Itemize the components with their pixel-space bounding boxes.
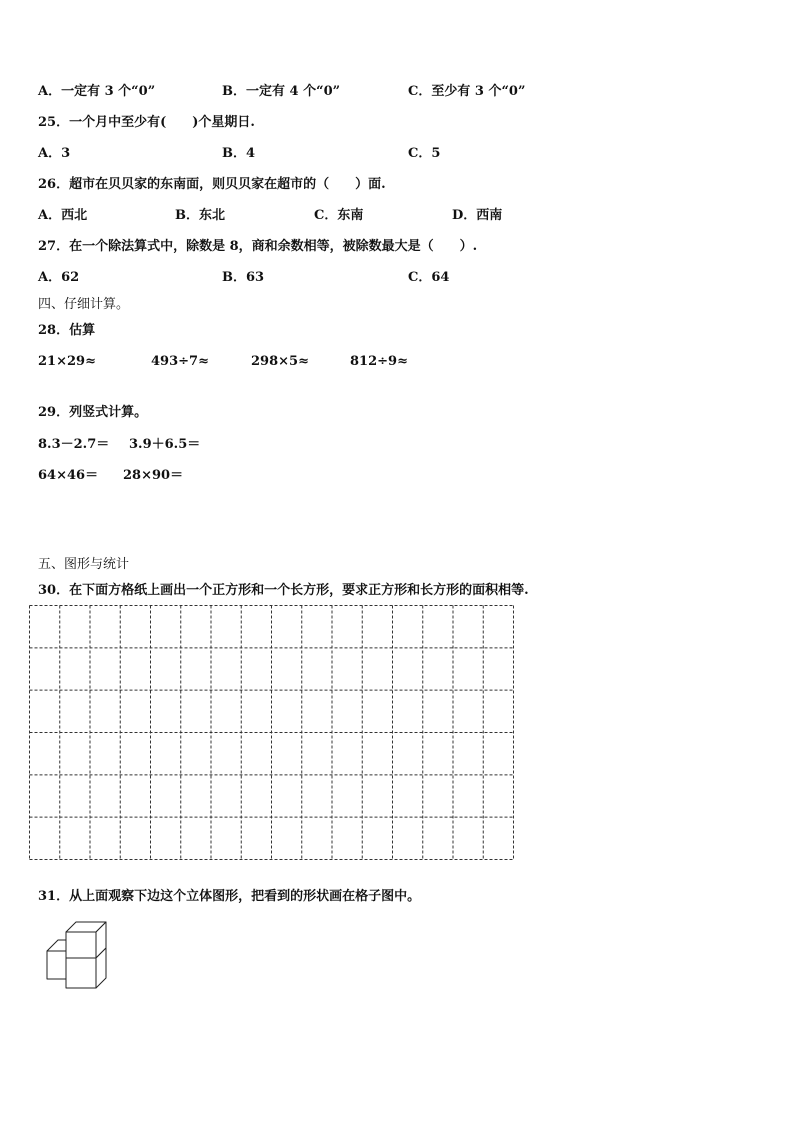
q27-option-b: B．63	[222, 270, 265, 285]
cube-solid-figure	[46, 918, 126, 993]
left-cube-top	[47, 940, 66, 951]
q24-option-c: C．至少有 3 个“0”	[408, 84, 526, 99]
q29-item-2: 3.9＋6.5＝	[129, 437, 201, 452]
q28-item-2: 493÷7≈	[151, 354, 209, 369]
q29-item-4: 28×90＝	[123, 468, 184, 483]
q24-option-b: B．一定有 4 个“0”	[222, 84, 341, 99]
q28-question: 28．估算	[38, 323, 96, 338]
q27-question: 27．在一个除法算式中，除数是 8，商和余数相等，被除数最大是（ ）.	[38, 239, 478, 254]
bottom-cube-front	[66, 958, 96, 988]
q28-item-3: 298×5≈	[251, 354, 309, 369]
q29-question: 29．列竖式计算。	[38, 405, 148, 420]
q31-question: 31．从上面观察下边这个立体图形，把看到的形状画在格子图中。	[38, 889, 421, 904]
q30-question: 30．在下面方格纸上画出一个正方形和一个长方形，要求正方形和长方形的面积相等.	[38, 583, 529, 598]
top-cube-front	[66, 932, 96, 958]
q27-option-a: A．62	[38, 270, 80, 285]
q25-option-c: C．5	[408, 146, 441, 161]
q27-option-c: C．64	[408, 270, 450, 285]
q29-item-3: 64×46＝	[38, 468, 99, 483]
q28-item-1: 21×29≈	[38, 354, 96, 369]
q26-option-b: B．东北	[175, 208, 225, 223]
q25-question: 25．一个月中至少有( )个星期日.	[38, 115, 255, 130]
drawing-grid[interactable]	[29, 605, 515, 861]
q28-item-4: 812÷9≈	[350, 354, 408, 369]
section-5-title: 五、图形与统计	[38, 557, 130, 572]
q26-option-d: D．西南	[452, 208, 503, 223]
section-4-title: 四、仔细计算。	[38, 297, 130, 312]
q26-option-a: A．西北	[38, 208, 88, 223]
q26-option-c: C．东南	[314, 208, 364, 223]
q29-item-1: 8.3－2.7＝	[38, 437, 110, 452]
q25-option-a: A．3	[38, 146, 71, 161]
q25-option-b: B．4	[222, 146, 256, 161]
left-cube-front	[47, 951, 66, 979]
q26-question: 26．超市在贝贝家的东南面，则贝贝家在超市的（ ）面.	[38, 177, 386, 192]
q24-option-a: A．一定有 3 个“0”	[38, 84, 156, 99]
